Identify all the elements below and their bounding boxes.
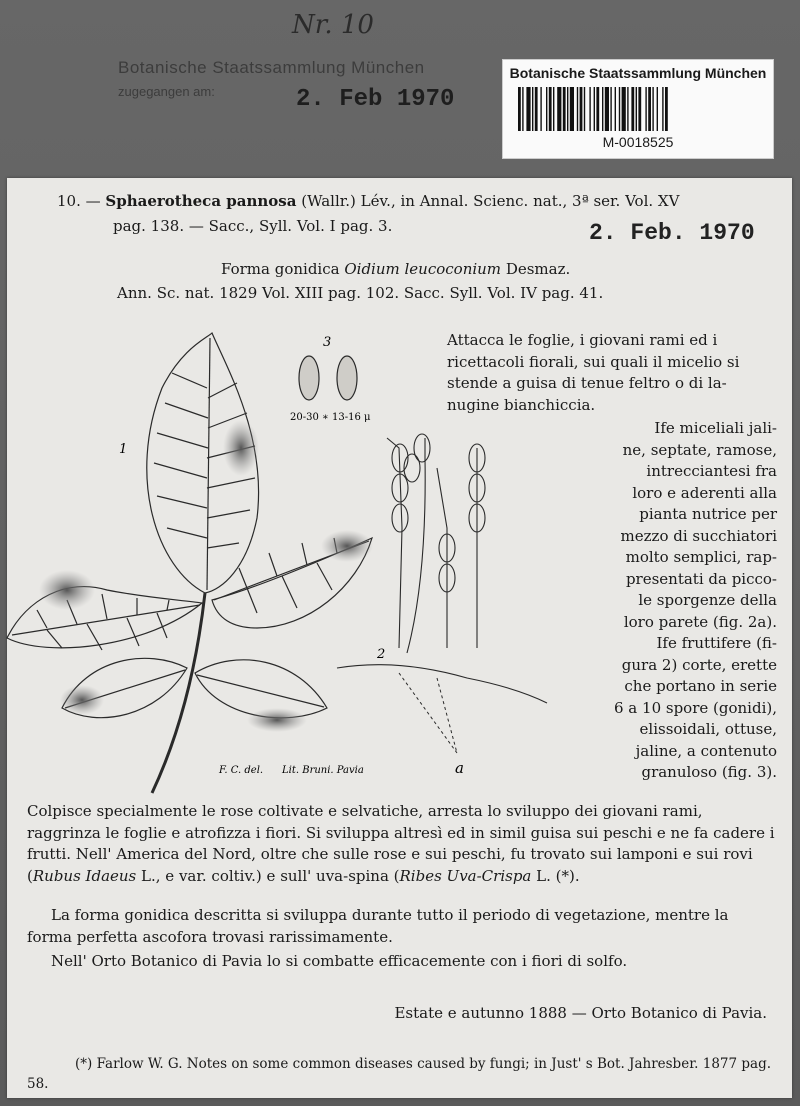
text-line: nugine bianchiccia. [447, 395, 596, 414]
mildew-patches [39, 420, 373, 732]
species-name: Sphaerotheca pannosa [105, 192, 297, 210]
barcode-bar [594, 87, 595, 131]
forma-line [221, 260, 570, 279]
text-line: le sporgenze della [638, 591, 777, 609]
text-line: 6 a 10 spore (gonidi), [614, 698, 777, 717]
barcode-bar [619, 87, 620, 131]
text-line: jaline, a contenuto [635, 741, 777, 760]
barcode-bar [648, 87, 651, 131]
barcode-bar [605, 87, 609, 131]
text-line: granuloso (fig. 3). [641, 763, 777, 781]
text-line: che portano in serie [624, 677, 777, 695]
text-line: Ife fruttifere (fi- [656, 634, 777, 652]
barcode-institution: Botanische Staatssammlung München [509, 65, 767, 81]
barcode-bar [615, 87, 616, 131]
barcode-bar [532, 87, 533, 131]
barcode-bar [665, 87, 668, 131]
text-line: elissoidali, ottuse, [639, 720, 777, 738]
barcode-bar [627, 87, 628, 131]
barcode-bar [596, 87, 599, 131]
spores-drawing [299, 356, 357, 400]
barcode-bar [580, 87, 583, 131]
text-line: Attacca le foglie, i giovani rami ed i [447, 331, 718, 349]
stamp-received-label: zugegangen am: [118, 84, 215, 99]
text-line: presentati da picco- [625, 569, 777, 588]
barcode-bar [622, 87, 626, 131]
figure-label-1: 1 [119, 442, 128, 457]
barcode-bar [553, 87, 554, 131]
barcode-bar [584, 87, 585, 131]
barcode-bar [631, 87, 634, 131]
barcode-bar [577, 87, 578, 131]
host-species-1: Rubus Idaeus [32, 866, 137, 885]
figure-label-a: a [455, 759, 464, 777]
barcode-bar [657, 87, 658, 131]
botanical-illustration [7, 328, 464, 798]
citation-line: pag. 138. — Sacc., Syll. Vol. I pag. 3. [113, 217, 393, 235]
barcode-bar [602, 87, 603, 131]
forma-prefix: Forma gonidica [221, 260, 340, 278]
description-paragraph-3: Nell' Orto Botanico di Pavia lo si combatte efficacemente con i fiori di solfo. [51, 952, 628, 970]
text-line: gura 2) corte, erette [621, 655, 777, 674]
species-authority: (Wallr.) Lév., in Annal. Scienc. nat., 3ª ser. Vol. XV [301, 192, 680, 210]
text-line: intrecciantesi fra [646, 462, 777, 480]
barcode-bar [557, 87, 561, 131]
stamp-date: 2. Feb 1970 [296, 86, 455, 113]
forma-name: Oidium leucoconium [344, 260, 502, 278]
barcode-bar [535, 87, 538, 131]
barcode-bar [652, 87, 653, 131]
text-line: mezzo di succhiatori [620, 526, 777, 545]
handwritten-number: Nr. 10 [292, 10, 374, 40]
forma-citation: Ann. Sc. nat. 1829 Vol. XIII pag. 102. Sacc. Syll. Vol. IV pag. 41. [117, 284, 604, 302]
barcode-bar [589, 87, 590, 131]
text-line: Ife miceliali jali- [654, 419, 777, 437]
barcode-accession: M-0018525 [602, 134, 674, 150]
text-line: loro e aderenti alla [632, 483, 777, 502]
description-text: L., e var. coltiv.) e sull' uva-spina ( [141, 866, 400, 885]
barcode-bar [645, 87, 646, 131]
illustrator-credit: F. C. del. [219, 765, 264, 776]
collection-info: Estate e autunno 1888 — Orto Botanico di Pavia. [394, 1004, 767, 1022]
barcode-bar [563, 87, 566, 131]
spore-size-label: 20-30 ∗ 13-16 μ [290, 412, 371, 423]
figure-label-3: 3 [323, 335, 332, 350]
hyphae-drawing [337, 434, 547, 703]
rose-leaf-drawing [7, 333, 372, 793]
barcode-bar [540, 87, 541, 131]
barcode-bar [662, 87, 663, 131]
description-right-1 [447, 330, 777, 416]
pointer-lines [399, 673, 457, 753]
description-text: Colpisce specialmente le rose coltivate e selvatiche, arresta lo sviluppo dei giovani rami, raggrinza le foglie e atrofizza i fiori. Si sviluppa altresì ed in simil guisa sui peschi e ne fa cadere i frutti. Nell' America del Nord, oltre che sulle rose e sui peschi, fu trovato sui lamponi e sui rovi [27, 802, 775, 863]
barcode-bar [610, 87, 611, 131]
barcode-image [514, 87, 762, 131]
receipt-stamp [118, 58, 488, 113]
received-date-stamp: 2. Feb. 1970 [589, 220, 755, 246]
stamp-institution: Botanische Staatssammlung München [118, 58, 425, 77]
description-paragraph-1: Colpisce specialmente le rose coltivate e selvatiche, arresta lo sviluppo dei giovani rami, raggrinza le foglie e atrofizza i fiori. Si sviluppa altresì ed in simil guisa sui peschi e ne fa cadere i frutti. Nell' America del Nord, oltre che sulle rose e sui peschi, fu trovato sui lamponi e sui rovi (Rubus Idaeus L., e var. coltiv.) e sull' uva-spina (Ribes Uva-Crispa L. (*). [27, 802, 775, 885]
text-line: ricettacoli fiorali, sui quali il micelio si [447, 352, 740, 371]
text-line: loro parete (fig. 2a). [623, 612, 777, 631]
footnote: (*) Farlow W. G. Notes on some common diseases caused by fungi; in Just' s Bot. Jahresber. 1877 pag. 58. [27, 1056, 772, 1092]
barcode-bar [546, 87, 547, 131]
label-number: 10. — [57, 192, 101, 210]
barcode-bar [549, 87, 552, 131]
description-right-2 [597, 418, 777, 784]
barcode-label [502, 59, 774, 159]
barcode-bar [638, 87, 641, 131]
description-text: L. (*). [536, 866, 580, 885]
printed-label [7, 178, 792, 1098]
text-line: stende a guisa di tenue feltro o di la- [447, 374, 727, 392]
barcode-bar [522, 87, 523, 131]
host-species-2: Ribes Uva-Crispa [399, 866, 532, 885]
label-heading [57, 192, 679, 211]
barcode-bar [518, 87, 521, 131]
forma-author: Desmaz. [505, 260, 571, 278]
text-line: pianta nutrice per [639, 505, 777, 523]
figure-label-2: 2 [377, 647, 386, 662]
barcode-bar [636, 87, 637, 131]
barcode-bar [570, 87, 574, 131]
lithographer-credit: Lit. Bruni. Pavia [282, 765, 364, 776]
barcode-bar [567, 87, 568, 131]
text-line: molto semplici, rap- [625, 548, 777, 566]
text-line: ne, septate, ramose, [622, 440, 777, 459]
barcode-bar [526, 87, 530, 131]
description-paragraph-2: La forma gonidica descritta si sviluppa durante tutto il periodo di vegetazione, mentre la forma perfetta ascofora trovasi rarissimamente. [27, 906, 729, 946]
